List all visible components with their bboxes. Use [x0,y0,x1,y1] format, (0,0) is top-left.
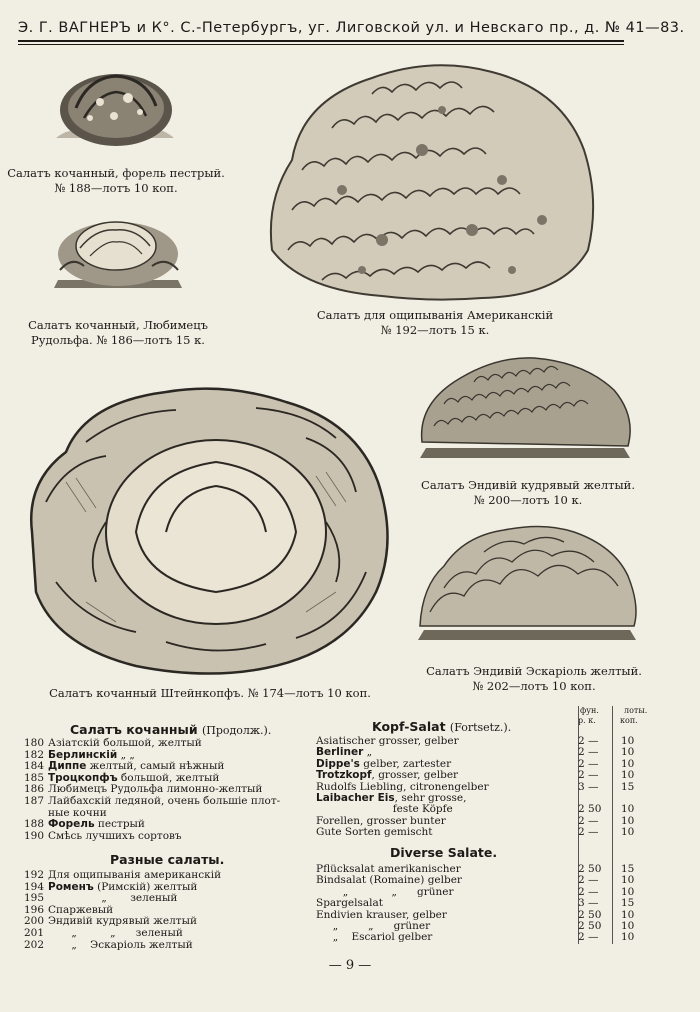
price-col1-head: фун. [580,706,599,715]
item-text: Rudolfs Liebling, citronengelber [316,780,489,793]
illustration-forel-lettuce [48,58,182,154]
item-number: 190 [24,829,45,842]
item-text: Asiatischer grosser, gelber [316,735,459,747]
item-text: Spargelsalat [316,897,383,910]
item-text: Для ощипыванія американскій [48,869,222,881]
item-lot-price: 15 [621,780,635,793]
price-col2-head: лоты. [624,706,648,715]
page-header: Э. Г. ВАГНЕРЪ и К°. С.-Петербургъ, уг. Лиговской ул. и Невскаго пр., д. № 41—83. [18,16,624,42]
item-lot-price: 10 [621,746,635,759]
item-price: 3 — [578,897,599,910]
item-text: „ зеленый [48,892,178,905]
list-item [316,932,646,943]
item-text: Endivien krauser, gelber [316,908,447,921]
price-sub2-head: коп. [620,716,638,725]
right-list-2 [316,864,646,944]
item-number: 182 [24,748,45,761]
item-text: Берлинскій „ „ [48,748,135,761]
item-price: 2 — [578,814,599,827]
item-text: Форель пестрый [48,818,145,831]
item-price: 2 — [578,757,599,770]
item-number: 180 [24,737,45,749]
section-title-raznye: Разные салаты. [110,852,225,867]
item-number: 200 [24,915,45,928]
item-text: feste Köpfe [316,803,453,816]
left-list-2 [24,870,304,951]
item-number: 194 [24,880,45,893]
list-item [316,827,646,838]
item-text: Laibacher Eis, sehr grosse, [316,791,467,804]
item-number: 195 [24,892,45,905]
caption-forel: Салатъ кочанный, форель пестрый. № 188—лотъ 10 коп. [7,166,225,195]
item-text: „ Эскаріоль желтый [48,938,193,951]
item-text: Trotzkopf, grosser, gelber [316,769,459,782]
illustration-american-lettuce [262,50,602,304]
item-price: 2 50 [578,908,602,921]
item-lot-price: 10 [621,885,635,898]
item-text: Berliner „ [316,746,373,759]
caption-american: Салатъ для ощипыванія Американскій № 192—лотъ 15 к. [316,308,554,337]
item-text: Gute Sorten gemischt [316,826,433,839]
item-number: 186 [24,783,45,796]
item-number: 202 [24,938,45,951]
section-title-kopf-salat: Kopf-Salat (Fortsetz.). [372,719,512,734]
header-rule [18,44,624,45]
item-text: Роменъ (Римскій) желтый [48,880,198,893]
item-lot-price: 15 [621,897,635,910]
item-lot-price: 10 [621,826,635,839]
section-title-diverse: Diverse Salate. [390,845,498,860]
item-text: Диппе желтый, самый нѣжный [48,760,225,773]
section-title-kochanny: Салатъ кочанный (Продолж.). [70,722,272,737]
item-text: Спаржевый [48,903,114,916]
item-lot-price: 10 [621,757,635,770]
item-text: „ „ зеленый [48,926,183,939]
item-text: Dippe's gelber, zartester [316,757,452,770]
item-price: 2 — [578,874,599,887]
item-lot-price: 10 [621,803,635,816]
item-text: Смѣсь лучшихъ сортовъ [48,829,182,842]
item-price: 3 — [578,780,599,793]
caption-endive-escariol: Салатъ Эндивій Эскаріоль желтый. № 202—лотъ 10 коп. [426,664,642,693]
item-number: 185 [24,771,45,784]
item-price: 2 — [578,769,599,782]
left-list [24,738,304,842]
illustration-steinkopf-lettuce [26,382,398,682]
item-lot-price: 10 [621,874,635,887]
item-text: ные кочни [48,806,107,819]
item-price: 2 — [578,826,599,839]
item-text: Bindsalat (Romaine) gelber [316,874,462,887]
item-text: Троцкопфъ большой, желтый [48,771,220,784]
item-text: Pflücksalat amerikanischer [316,863,461,875]
item-text: Лайбахскій ледяной, очень большіе плот- [48,794,281,807]
item-price: 2 50 [578,919,602,932]
item-lot-price: 10 [621,931,635,944]
item-price: 2 — [578,735,599,747]
item-number: 188 [24,818,45,831]
caption-rudolf: Салатъ кочанный, Любимецъ Рудольфа. № 186—лотъ 15 к. [28,318,208,347]
list-item [24,940,304,952]
item-text: Forellen, grosser bunter [316,814,446,827]
item-number: 196 [24,903,45,916]
item-price: 2 — [578,931,599,944]
right-list [316,736,646,839]
item-price: 2 — [578,885,599,898]
item-price: 2 50 [578,863,602,875]
price-header [576,706,656,726]
item-lot-price: 10 [621,814,635,827]
item-text: „ Escariol gelber [316,931,433,944]
caption-steinkopf: Салатъ кочанный Штейнкопфъ. № 174—лотъ 10 коп. [49,686,371,700]
page-number: — 9 — [328,958,372,973]
item-text: „ „ grüner [316,919,431,932]
item-text: Эндивій кудрявый желтый [48,915,197,928]
caption-endive-curly: Салатъ Эндивій кудрявый желтый. № 200—лотъ 10 к. [421,478,635,507]
item-lot-price: 10 [621,735,635,747]
illustration-rudolf-lettuce [50,200,186,296]
list-item [24,831,304,843]
illustration-endive-curly [414,346,636,470]
item-lot-price: 10 [621,908,635,921]
item-lot-price: 10 [621,919,635,932]
item-text: Любимецъ Рудольфа лимонно-желтый [48,783,263,796]
item-price: 2 50 [578,803,602,816]
illustration-endive-escariol [414,516,640,648]
item-number: 184 [24,760,45,773]
item-number: 192 [24,869,45,881]
item-lot-price: 10 [621,769,635,782]
price-sub1-head: р. к. [578,716,596,725]
item-lot-price: 15 [621,863,635,875]
item-number: 201 [24,926,45,939]
item-text: „ „ grüner [316,885,454,898]
item-number: 187 [24,794,45,807]
item-price: 2 — [578,746,599,759]
item-text: Азіатскій большой, желтый [48,737,202,749]
